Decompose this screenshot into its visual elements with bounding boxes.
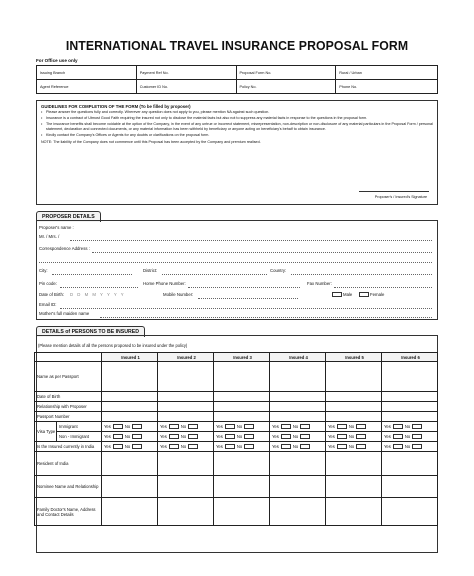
insured-6-header: Insured 6 xyxy=(382,353,438,362)
yes-no-choice[interactable] xyxy=(382,442,438,452)
table-cell[interactable] xyxy=(270,412,326,422)
yes-label: Yes xyxy=(216,443,223,449)
proposer-details-tab: PROPOSER DETAILS xyxy=(36,211,101,222)
pin-code-field[interactable] xyxy=(60,287,138,288)
mother-maiden-name-label: Mother's full maiden name xyxy=(39,311,90,316)
fax-field[interactable] xyxy=(334,287,432,288)
yes-checkbox[interactable] xyxy=(113,434,123,439)
table-cell[interactable] xyxy=(382,402,438,412)
passport-row-label: Passport Number xyxy=(35,412,102,422)
yes-checkbox[interactable] xyxy=(337,434,347,439)
mobile-label: Mobile Number: xyxy=(163,292,194,297)
yes-label: Yes xyxy=(328,423,335,429)
mobile-field[interactable] xyxy=(198,298,298,299)
yes-no-choice[interactable] xyxy=(102,442,158,452)
form-title: INTERNATIONAL TRAVEL INSURANCE PROPOSAL FORM xyxy=(65,38,409,53)
insured-details-tab: DETAILS of PERSONS TO BE INSURED xyxy=(36,326,145,337)
salutation-label: Mr. / Mrs. / xyxy=(39,234,60,239)
yes-no-choice[interactable] xyxy=(158,442,214,452)
yes-label: Yes xyxy=(160,423,167,429)
insured-4-header: Insured 4 xyxy=(270,353,326,362)
yes-no-choice[interactable] xyxy=(326,442,382,452)
name-row-label: Name as per Passport xyxy=(35,362,102,392)
no-checkbox[interactable] xyxy=(412,434,422,439)
table-cell[interactable] xyxy=(158,476,214,498)
guideline-item: • Insurance is a contract of Utmost Good Faith requiring the insured not only to disclose the material facts but also not to suppress any material facts in response to the questions in the proposal form. xyxy=(41,116,433,122)
correspondence-address-field-2[interactable] xyxy=(39,262,432,263)
no-label: No xyxy=(404,443,411,449)
yes-label: Yes xyxy=(328,443,335,449)
no-checkbox[interactable] xyxy=(300,424,310,429)
no-label: No xyxy=(292,433,299,439)
table-cell[interactable] xyxy=(102,402,158,412)
no-label: No xyxy=(292,423,299,429)
yes-label: Yes xyxy=(384,423,391,429)
rural-urban-cell[interactable]: Rural / Urban xyxy=(336,66,438,80)
office-use-label: For Office use only xyxy=(36,58,78,63)
table-cell[interactable] xyxy=(102,498,158,526)
no-label: No xyxy=(180,423,187,429)
dob-row-label: Date of Birth xyxy=(35,392,102,402)
yes-checkbox[interactable] xyxy=(169,444,179,449)
yes-label: Yes xyxy=(216,423,223,429)
home-phone-field[interactable] xyxy=(188,287,300,288)
signature-line[interactable] xyxy=(359,191,429,192)
correspondence-address-label: Correspondence Address : xyxy=(39,246,90,251)
no-checkbox[interactable] xyxy=(132,424,142,429)
issuing-branch-cell[interactable]: Issuing Branch xyxy=(37,66,137,80)
yes-label: Yes xyxy=(104,433,111,439)
yes-no-choice[interactable] xyxy=(326,432,382,442)
policy-no-cell[interactable]: Policy No. xyxy=(236,80,336,94)
district-field[interactable] xyxy=(162,274,267,275)
country-label: Country: xyxy=(270,268,287,273)
family-doctor-row-label: Family Doctor's Name, Address and Contact Details xyxy=(35,498,102,526)
insured-persons-table xyxy=(34,352,438,526)
yes-no-choice[interactable] xyxy=(382,422,438,432)
table-cell[interactable] xyxy=(270,362,326,392)
in-india-row-label: Is the Insured currently in India xyxy=(35,442,102,452)
yes-checkbox[interactable] xyxy=(281,444,291,449)
no-checkbox[interactable] xyxy=(412,424,422,429)
yes-label: Yes xyxy=(328,433,335,439)
visa-type-label: Visa Type xyxy=(35,422,57,442)
yes-checkbox[interactable] xyxy=(281,434,291,439)
no-label: No xyxy=(292,443,299,449)
email-label: Email ID: xyxy=(39,302,57,307)
no-checkbox[interactable] xyxy=(188,424,198,429)
table-cell[interactable] xyxy=(214,412,270,422)
yes-no-choice[interactable] xyxy=(270,422,326,432)
insured-3-header: Insured 3 xyxy=(214,353,270,362)
table-cell[interactable] xyxy=(102,412,158,422)
phone-no-cell[interactable]: Phone No. xyxy=(336,80,438,94)
yes-checkbox[interactable] xyxy=(337,444,347,449)
table-cell[interactable] xyxy=(382,362,438,392)
non-immigrant-label: Non - Immigrant xyxy=(57,432,102,442)
email-field[interactable] xyxy=(60,308,432,309)
table-cell[interactable] xyxy=(102,476,158,498)
no-label: No xyxy=(404,423,411,429)
no-checkbox[interactable] xyxy=(244,424,254,429)
table-cell[interactable] xyxy=(102,362,158,392)
no-checkbox[interactable] xyxy=(188,444,198,449)
no-checkbox[interactable] xyxy=(244,444,254,449)
male-checkbox[interactable] xyxy=(332,292,342,297)
country-field[interactable] xyxy=(291,274,432,275)
district-label: District: xyxy=(143,268,158,273)
table-cell[interactable] xyxy=(102,392,158,402)
table-cell[interactable] xyxy=(326,402,382,412)
yes-label: Yes xyxy=(272,423,279,429)
no-label: No xyxy=(348,433,355,439)
no-label: No xyxy=(348,443,355,449)
table-cell[interactable] xyxy=(270,476,326,498)
yes-label: Yes xyxy=(104,423,111,429)
yes-no-choice[interactable] xyxy=(158,432,214,442)
female-checkbox[interactable] xyxy=(359,292,369,297)
table-cell[interactable] xyxy=(382,498,438,526)
no-checkbox[interactable] xyxy=(356,424,366,429)
relationship-row-label: Relationship with Proposer xyxy=(35,402,102,412)
table-cell[interactable] xyxy=(214,362,270,392)
yes-checkbox[interactable] xyxy=(337,424,347,429)
payment-ref-cell[interactable]: Payment Ref No. xyxy=(136,66,236,80)
table-cell[interactable] xyxy=(214,476,270,498)
insured-1-header: Insured 1 xyxy=(102,353,158,362)
dob-label: Date of Birth: xyxy=(39,292,65,297)
no-checkbox[interactable] xyxy=(356,434,366,439)
city-label: City: xyxy=(39,268,48,273)
agent-reference-cell[interactable]: Agent Reference xyxy=(37,80,137,94)
no-checkbox[interactable] xyxy=(244,434,254,439)
yes-label: Yes xyxy=(272,433,279,439)
proposer-details-box xyxy=(36,220,438,320)
table-cell[interactable] xyxy=(326,498,382,526)
no-label: No xyxy=(124,433,131,439)
immigrant-label: Immigrant xyxy=(57,422,102,432)
yes-label: Yes xyxy=(160,443,167,449)
no-label: No xyxy=(236,423,243,429)
table-cell[interactable] xyxy=(270,392,326,402)
no-label: No xyxy=(180,433,187,439)
no-checkbox[interactable] xyxy=(300,434,310,439)
table-cell[interactable] xyxy=(158,362,214,392)
no-label: No xyxy=(124,443,131,449)
table-cell[interactable] xyxy=(158,452,214,476)
no-checkbox[interactable] xyxy=(188,434,198,439)
yes-label: Yes xyxy=(384,433,391,439)
dob-field[interactable]: D D M M Y Y Y Y xyxy=(70,292,126,297)
no-label: No xyxy=(404,433,411,439)
yes-checkbox[interactable] xyxy=(113,424,123,429)
no-checkbox[interactable] xyxy=(132,444,142,449)
table-cell[interactable] xyxy=(326,362,382,392)
yes-checkbox[interactable] xyxy=(393,444,403,449)
table-cell[interactable] xyxy=(158,392,214,402)
no-label: No xyxy=(236,433,243,439)
yes-no-choice[interactable] xyxy=(270,432,326,442)
table-cell[interactable] xyxy=(382,412,438,422)
table-cell[interactable] xyxy=(326,452,382,476)
fax-label: Fax Number: xyxy=(307,281,332,286)
no-label: No xyxy=(348,423,355,429)
yes-checkbox[interactable] xyxy=(169,434,179,439)
insured-5-header: Insured 5 xyxy=(326,353,382,362)
signature-label: Proposer's / Insured's Signature xyxy=(374,195,427,199)
correspondence-address-field-1[interactable] xyxy=(92,252,432,253)
yes-label: Yes xyxy=(384,443,391,449)
table-cell[interactable] xyxy=(270,402,326,412)
table-cell[interactable] xyxy=(158,402,214,412)
proposer-name-field[interactable] xyxy=(70,240,432,241)
yes-no-choice[interactable] xyxy=(214,422,270,432)
table-cell[interactable] xyxy=(214,402,270,412)
table-cell[interactable] xyxy=(214,498,270,526)
yes-no-choice[interactable] xyxy=(214,442,270,452)
table-cell[interactable] xyxy=(326,392,382,402)
table-cell[interactable] xyxy=(270,498,326,526)
yes-no-choice[interactable] xyxy=(270,442,326,452)
guideline-item: • Please answer the questions fully and correctly. Wherever any question does not apply to you, please mention NA against such question. xyxy=(41,110,433,116)
yes-label: Yes xyxy=(160,433,167,439)
proposer-name-label: Proposer's name : xyxy=(39,225,74,230)
yes-checkbox[interactable] xyxy=(113,444,123,449)
no-label: No xyxy=(236,443,243,449)
no-checkbox[interactable] xyxy=(412,444,422,449)
yes-checkbox[interactable] xyxy=(225,424,235,429)
table-cell[interactable] xyxy=(158,498,214,526)
yes-no-choice[interactable] xyxy=(102,422,158,432)
yes-checkbox[interactable] xyxy=(225,444,235,449)
yes-label: Yes xyxy=(216,433,223,439)
header-blank xyxy=(35,353,102,362)
yes-checkbox[interactable] xyxy=(281,424,291,429)
no-label: No xyxy=(180,443,187,449)
yes-no-choice[interactable] xyxy=(214,432,270,442)
city-field[interactable] xyxy=(52,274,132,275)
resident-row-label: Resident of India xyxy=(35,452,102,476)
home-phone-label: Home Phone Number: xyxy=(143,281,186,286)
table-cell[interactable] xyxy=(270,452,326,476)
yes-checkbox[interactable] xyxy=(169,424,179,429)
mother-maiden-name-field[interactable] xyxy=(100,317,432,318)
insured-2-header: Insured 2 xyxy=(158,353,214,362)
table-cell[interactable] xyxy=(214,392,270,402)
table-cell[interactable] xyxy=(158,412,214,422)
guidelines-note: NOTE: The liability of the Company does not commence until this Proposal has been accepted by the Company and premium realised. xyxy=(41,139,261,144)
office-use-table xyxy=(36,65,438,94)
guideline-item: • The insurance benefits shall become voidable at the option of the Company, in the event of any untrue or incorrect statement, misrepresentation, non-description or non-disclosure of any material particulars in the Proposal Form / personal statement, declaration and connected documents, or any material information has been withheld by beneficiary or anyone acting on beneficiary's behalf to obtain insurance. xyxy=(41,122,433,134)
yes-checkbox[interactable] xyxy=(393,434,403,439)
guidelines-heading: GUIDELINES FOR COMPLETION OF THE FORM (To be filled by proposer) xyxy=(41,104,191,109)
table-cell[interactable] xyxy=(214,452,270,476)
yes-no-choice[interactable] xyxy=(382,432,438,442)
no-checkbox[interactable] xyxy=(300,444,310,449)
nominee-row-label: Nominee Name and Relationship xyxy=(35,476,102,498)
yes-checkbox[interactable] xyxy=(393,424,403,429)
table-cell[interactable] xyxy=(382,392,438,402)
yes-label: Yes xyxy=(104,443,111,449)
proposal-form-no-cell[interactable]: Proposal Form No. xyxy=(236,66,336,80)
table-cell[interactable] xyxy=(102,452,158,476)
yes-checkbox[interactable] xyxy=(225,434,235,439)
table-cell[interactable] xyxy=(382,476,438,498)
insured-note: (Please mention details of all the persons proposed to be insured under the policy) xyxy=(38,343,188,348)
yes-label: Yes xyxy=(272,443,279,449)
guideline-item: • Kindly contact the Company's Offices or Agents for any doubts or clarifications on the proposal form. xyxy=(41,133,433,139)
female-label: Female xyxy=(370,292,385,297)
no-checkbox[interactable] xyxy=(132,434,142,439)
table-cell[interactable] xyxy=(326,476,382,498)
yes-no-choice[interactable] xyxy=(158,422,214,432)
table-cell[interactable] xyxy=(382,452,438,476)
guidelines-box xyxy=(36,100,438,205)
no-label: No xyxy=(124,423,131,429)
pin-code-label: Pin code: xyxy=(39,281,57,286)
yes-no-choice[interactable] xyxy=(326,422,382,432)
customer-id-cell[interactable]: Customer ID No. xyxy=(136,80,236,94)
table-cell[interactable] xyxy=(326,412,382,422)
yes-no-choice[interactable] xyxy=(102,432,158,442)
male-label: Male xyxy=(343,292,353,297)
no-checkbox[interactable] xyxy=(356,444,366,449)
